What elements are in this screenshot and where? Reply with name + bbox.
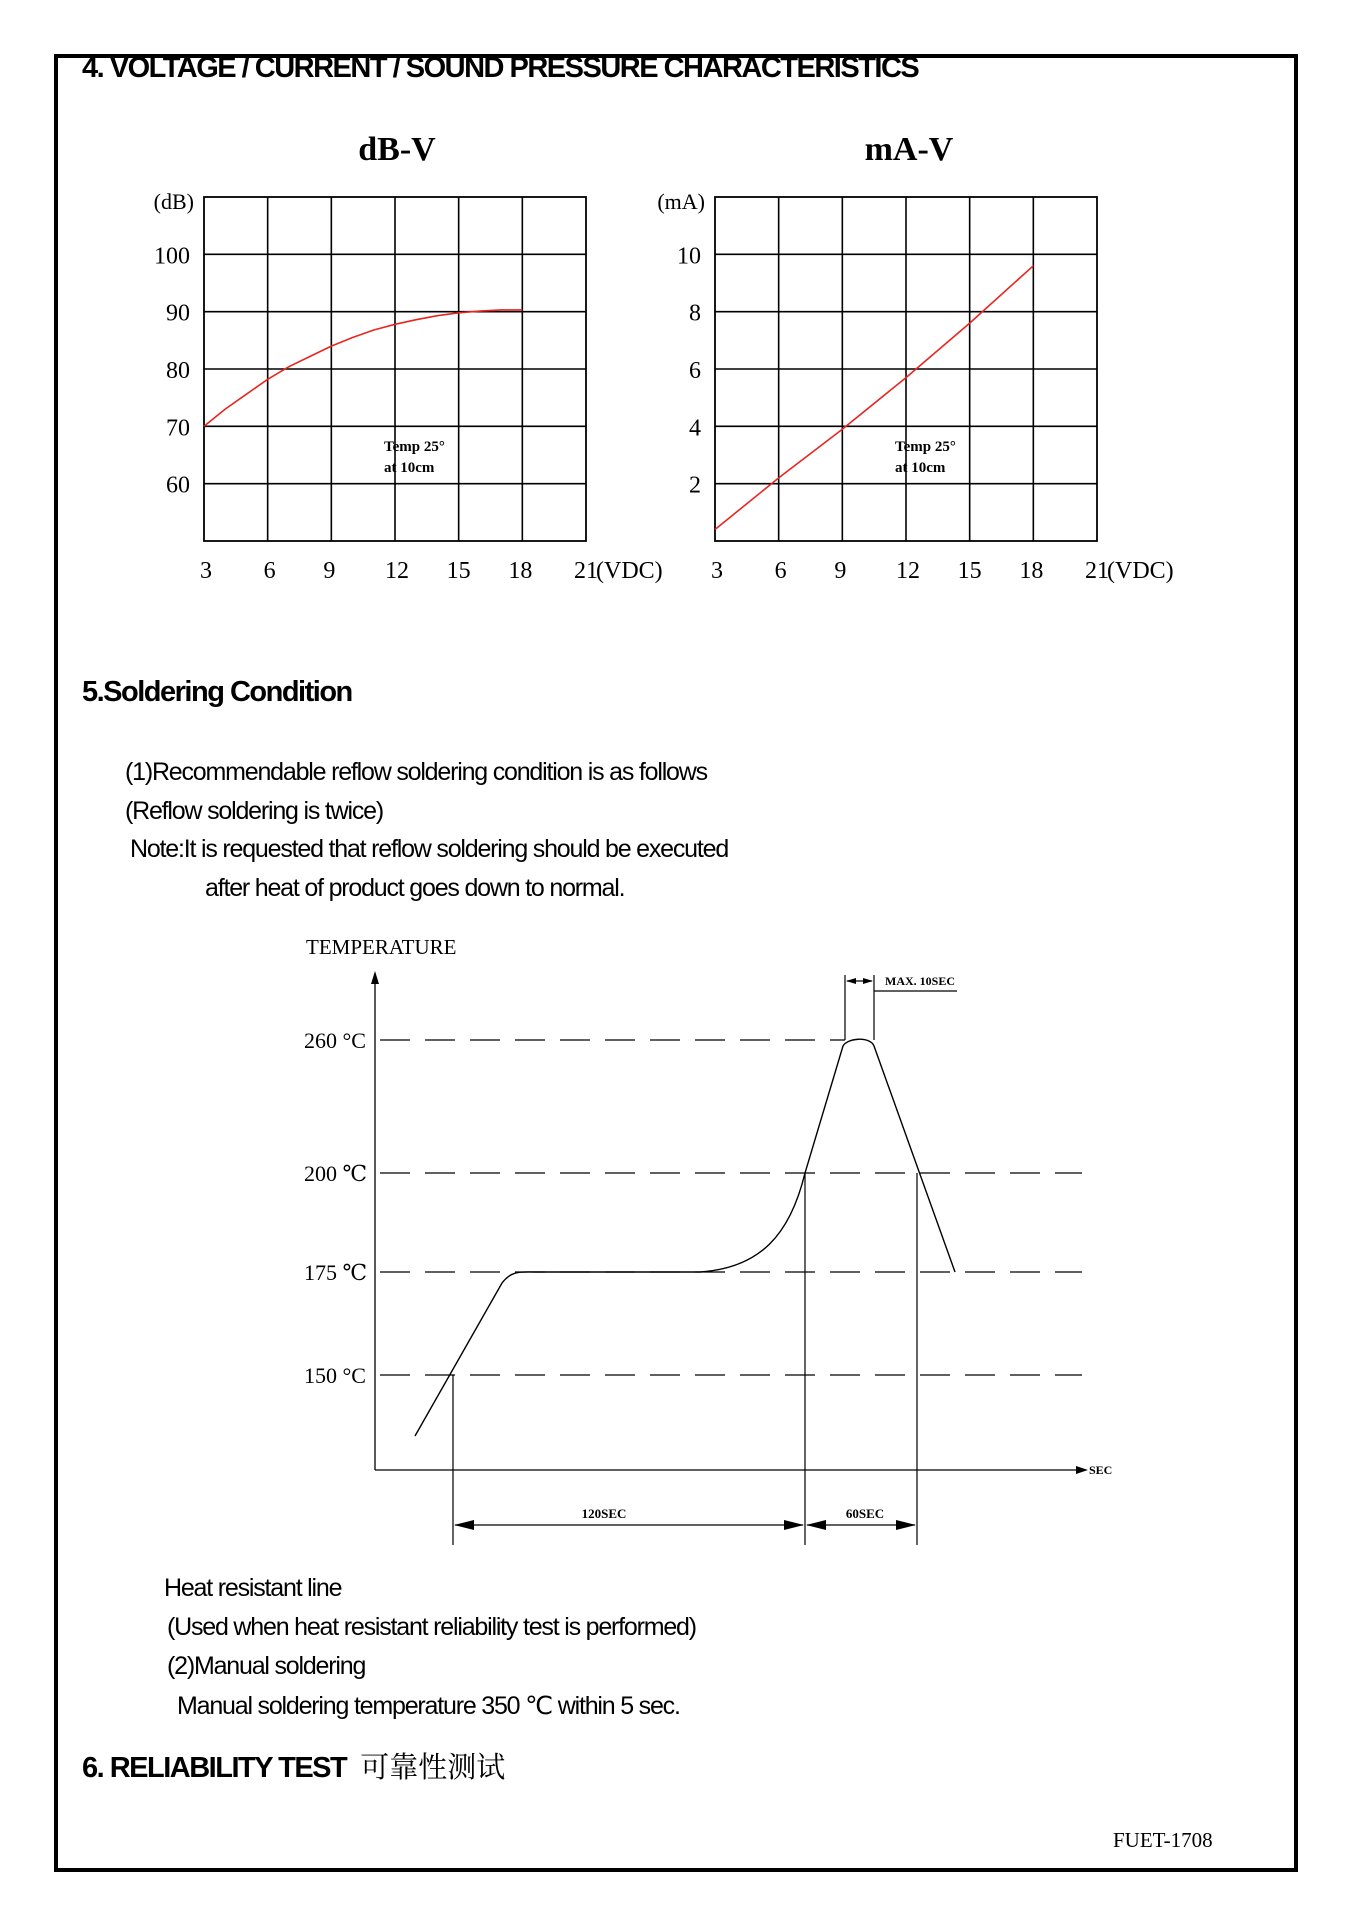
manual-soldering-temp: Manual soldering temperature 350 ℃ within 5 sec. xyxy=(177,1692,680,1720)
ma-v-chart-title: mA-V xyxy=(864,131,954,168)
db-v-y-tick-label: 90 xyxy=(166,300,190,327)
ma-v-y-tick-label: 4 xyxy=(689,415,701,442)
reflow-profile-curve xyxy=(415,1039,955,1436)
note-line: Note:It is requested that reflow soldering should be executed xyxy=(130,835,729,863)
db-v-y-unit-label: (dB) xyxy=(153,189,194,214)
level-label-150: 150 °C xyxy=(304,1363,366,1388)
ma-v-y-tick-label: 6 xyxy=(689,358,701,384)
db-v-series-line xyxy=(204,310,522,426)
db-v-chart xyxy=(120,125,680,605)
interval-arrows xyxy=(455,981,915,1525)
db-v-annotation-line-1: Temp 25° xyxy=(384,439,445,455)
ma-v-annotation-line-2: at 10cm xyxy=(895,460,946,476)
ma-v-y-tick-label: 2 xyxy=(689,472,701,499)
db-v-x-tick-label: 3 xyxy=(200,558,212,584)
ma-v-x-tick-label: 21 xyxy=(1085,558,1109,584)
section-6-title: 6. RELIABILITY TEST xyxy=(82,1752,347,1784)
ma-v-x-tick-label: 9 xyxy=(834,558,847,584)
heat-resistant-note: (Used when heat resistant reliability test is performed) xyxy=(167,1613,696,1641)
sec-axis-label: SEC xyxy=(1089,1463,1113,1477)
reflow-profile-diagram xyxy=(280,920,1130,1560)
reflow-condition-line: (1)Recommendable reflow soldering condition is as follows xyxy=(125,758,707,786)
ma-v-y-tick-label: 8 xyxy=(689,300,701,327)
ma-v-series-line xyxy=(715,266,1033,530)
note-line-continued: after heat of product goes down to normal. xyxy=(205,874,625,902)
ma-v-y-tick-label: 10 xyxy=(677,243,701,270)
db-v-x-tick-label: 9 xyxy=(323,558,336,584)
ma-v-y-unit-label: (mA) xyxy=(657,189,705,214)
section-5-heading: 5.Soldering Condition xyxy=(82,676,352,708)
db-v-x-tick-label: 15 xyxy=(446,558,471,584)
ma-v-x-unit-label: (VDC) xyxy=(1107,558,1174,584)
ma-v-chart xyxy=(630,125,1190,605)
section-6-title-cn: 可靠性测试 xyxy=(360,1750,506,1784)
ma-v-x-tick-label: 3 xyxy=(711,558,723,584)
db-v-y-tick-label: 100 xyxy=(154,243,190,270)
ma-v-x-tick-label: 15 xyxy=(957,558,982,584)
db-v-x-tick-label: 12 xyxy=(385,558,409,584)
interval-guides xyxy=(453,975,957,1545)
ma-v-x-tick-label: 18 xyxy=(1019,558,1044,584)
ma-v-x-tick-label: 12 xyxy=(896,558,920,584)
db-v-x-tick-label: 18 xyxy=(508,558,533,584)
manual-soldering-line: (2)Manual soldering xyxy=(167,1652,366,1680)
db-v-y-tick-label: 60 xyxy=(166,472,190,499)
arrow-heads xyxy=(454,978,916,1530)
y-axis-arrow xyxy=(371,971,379,984)
db-v-x-unit-label: (VDC) xyxy=(596,558,663,584)
level-label-175: 175 ℃ xyxy=(304,1260,368,1285)
db-v-x-tick-label: 21 xyxy=(574,558,598,584)
x-axis-arrow xyxy=(1076,1466,1088,1474)
ma-v-x-tick-label: 6 xyxy=(774,558,787,584)
db-v-chart-title: dB-V xyxy=(358,131,436,168)
reflow-twice-line: (Reflow soldering is twice) xyxy=(125,797,383,825)
level-label-260: 260 °C xyxy=(304,1028,366,1053)
section-4-heading: 4. VOLTAGE / CURRENT / SOUND PRESSURE CHARACTERISTICS xyxy=(82,52,919,84)
db-v-y-tick-label: 80 xyxy=(166,358,190,384)
db-v-x-tick-label: 6 xyxy=(263,558,276,584)
level-lines xyxy=(380,1040,1082,1375)
temperature-axis-title: TEMPERATURE xyxy=(306,935,457,959)
document-code: FUET-1708 xyxy=(1113,1828,1213,1852)
ma-v-annotation-line-1: Temp 25° xyxy=(895,439,956,455)
interval-label-max10sec: MAX. 10SEC xyxy=(885,974,956,988)
db-v-y-tick-label: 70 xyxy=(166,415,190,442)
heat-resistant-line: Heat resistant line xyxy=(164,1574,342,1602)
section-6-heading xyxy=(82,1745,505,1786)
interval-label-60sec: 60SEC xyxy=(845,1506,885,1521)
db-v-annotation-line-2: at 10cm xyxy=(384,460,435,476)
level-label-200: 200 ℃ xyxy=(304,1161,368,1186)
interval-label-120sec: 120SEC xyxy=(581,1506,627,1521)
